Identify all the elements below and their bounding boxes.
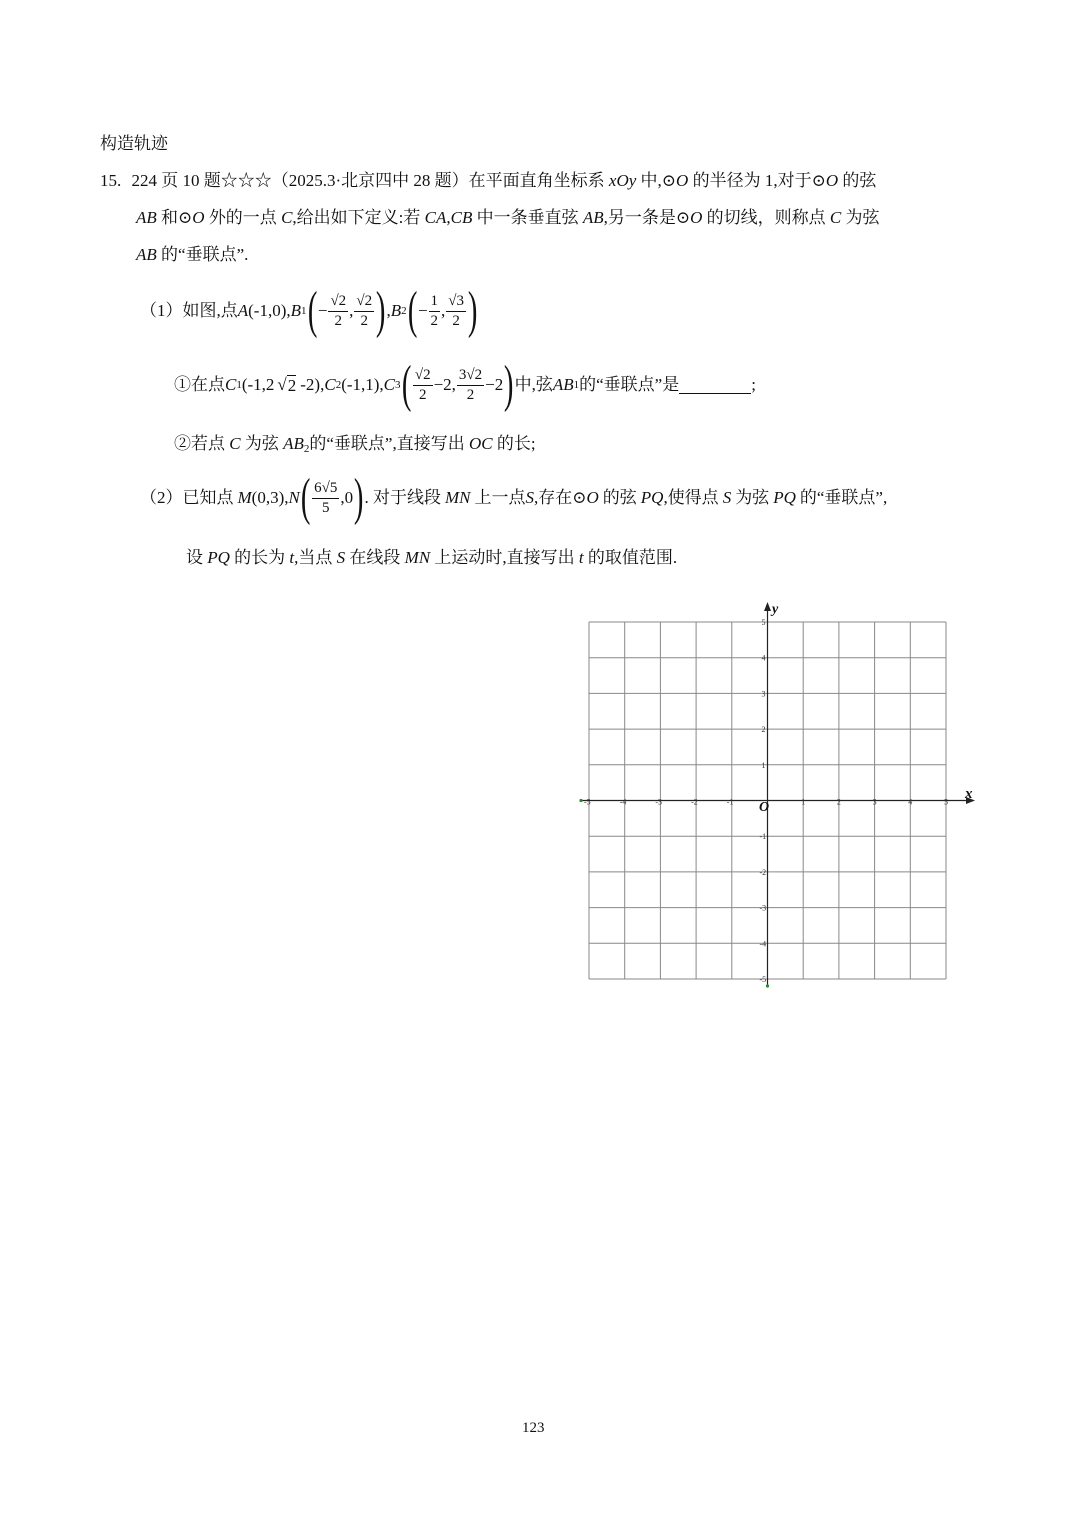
section-title: 构造轨迹 (100, 134, 168, 153)
q1-end: ; (751, 375, 756, 394)
numerator: √2 (413, 367, 433, 386)
denominator: 2 (466, 386, 475, 403)
x-tick-label: -3 (655, 797, 663, 807)
problem-number: 15. (100, 171, 122, 190)
point-c: C (229, 434, 241, 453)
paren-right: ) (504, 356, 514, 413)
intro-d: 的弦 (842, 171, 877, 190)
t: t (289, 548, 295, 567)
ab-2: AB (582, 208, 604, 227)
ca: CA (424, 208, 447, 227)
oc: OC (468, 434, 493, 453)
s: S (336, 548, 346, 567)
axes (580, 605, 970, 987)
x-tick-label: 3 (872, 797, 877, 807)
y-tick-label: 4 (761, 653, 766, 663)
c1-coords: (-1,2 (241, 375, 275, 394)
fraction-sqrt2-over-2 (354, 293, 374, 330)
x-axis-label: x (965, 786, 973, 802)
line2-d: 中一条垂直弦 (476, 208, 579, 227)
denominator: 2 (430, 312, 439, 329)
line2-f: 的取值范围. (587, 548, 678, 567)
y-axis-label: y (772, 602, 779, 617)
paren-left: ( (300, 469, 311, 526)
line2-e: 上运动时,直接写出 (434, 548, 575, 567)
o: O (586, 488, 599, 507)
line2-b: 的长为 (234, 548, 286, 567)
denominator: 2 (452, 312, 460, 329)
coordinate-grid (570, 595, 990, 1005)
problem-source: 224 页 10 题☆☆☆（2025.3·北京四中 28 题） (131, 171, 469, 190)
line2-e: ,另一条是⊙ (603, 208, 691, 227)
y-axis-arrow (764, 602, 771, 611)
comma-1: , (446, 208, 451, 227)
line2-c: ,给出如下定义:若 (292, 208, 421, 227)
y-tick-label: -2 (759, 867, 767, 877)
ab2-sub: 2 (303, 443, 310, 455)
y-tick-label: 5 (761, 618, 766, 627)
x-tick-label: 5 (944, 797, 948, 807)
line2-f: 的切线，则称点 (706, 208, 826, 227)
answer-blank[interactable] (679, 377, 751, 394)
x-tick-label: 4 (908, 797, 913, 807)
part1-question-1: ①在点 C 1 (-1,2 √ 2 -2), C 2 (-1,1), C 3 ( $\frac{√2}{2}$ −2, $\frac{3√2}{2}$ −2 ) 中,弦 AB 1 的“垂联点”是 ; (174, 356, 756, 413)
x-tick-label: -2 (691, 797, 698, 807)
numerator: 1 (429, 293, 441, 312)
x-tick-label: 1 (801, 797, 806, 807)
intro-a: 在平面直角坐标系 (468, 171, 605, 190)
y-tick-label: 2 (761, 725, 766, 735)
y-tick-label: -5 (759, 975, 767, 984)
paren-left: ( (307, 282, 317, 339)
zero: ,0 (340, 488, 354, 507)
ab-1: AB (136, 208, 157, 227)
line2-b: 外的一点 (208, 208, 277, 227)
q1-b: 中,弦 (514, 375, 553, 394)
line3-a: 的“垂联点”. (161, 245, 249, 264)
o-4: O (690, 208, 703, 227)
paren-left: ( (401, 356, 411, 413)
q1-c: 的“垂联点”是 (579, 375, 680, 394)
numerator: √3 (446, 293, 466, 312)
ab-3: AB (136, 245, 157, 264)
denominator: 2 (360, 312, 369, 329)
q2-b: 为弦 (244, 434, 279, 453)
o-1: O (676, 171, 689, 190)
y-tick-label: -3 (759, 903, 767, 913)
denominator: 2 (418, 386, 427, 403)
point-n: N (288, 488, 300, 507)
origin-label: O (759, 800, 770, 815)
y-tick-label: -1 (759, 832, 767, 842)
o-3: O (192, 208, 205, 227)
s: S (722, 488, 732, 507)
mn: MN (404, 548, 431, 567)
q2-a: ②若点 (174, 434, 225, 453)
point-c1: C (225, 375, 237, 394)
text-g: 的“垂联点”, (799, 488, 888, 507)
c2-coords: (-1,1), (341, 375, 384, 394)
xoy: xOy (608, 171, 637, 190)
comma: , (441, 301, 446, 320)
point-a: A (237, 301, 249, 320)
part1-label: （1）如图,点 (140, 301, 238, 320)
part1-given: （1）如图,点 A (-1,0), B 1 ( − $\frac{√2}{2}$ , $\frac{√2}{2}$ ) , B 2 ( − $\frac{1}{2}$ , $\frac{√3}{2}$ ) (140, 282, 478, 339)
problem-line-2 (136, 208, 880, 228)
o-2: O (825, 171, 839, 190)
q2-c: 的“垂联点”,直接写出 (309, 434, 465, 453)
text-a: . 对于线段 (364, 488, 441, 507)
problem-line-1 (100, 171, 876, 191)
paren-right: ) (467, 282, 478, 339)
mn: MN (444, 488, 471, 507)
a-coords: (-1,0), (248, 301, 291, 320)
m-coords: (0,3), (251, 488, 289, 507)
denominator: 2 (334, 312, 343, 329)
x-tick-label: 2 (836, 797, 841, 807)
text-b: 上一点 (474, 488, 526, 507)
pq: PQ (207, 548, 230, 567)
axis-end-dot (579, 799, 582, 802)
point-b1: B (290, 301, 302, 320)
fraction-6sqrt5-over-5 (312, 480, 339, 517)
fraction-1-over-2 (429, 293, 441, 330)
ab: AB (283, 434, 304, 453)
minus2: −2 (485, 375, 504, 394)
comma: , (386, 301, 391, 320)
c-1: C (281, 208, 293, 227)
part2-line-1 (140, 470, 887, 526)
point-c3: C (383, 375, 396, 394)
numerator: √2 (354, 293, 374, 312)
line2-c: ,当点 (294, 548, 333, 567)
pq: PQ (773, 488, 796, 507)
part1-question-2 (174, 434, 536, 454)
paren-left: ( (407, 282, 418, 339)
point-c2: C (324, 375, 336, 394)
point-m: M (237, 488, 252, 507)
x-tick-label: -4 (619, 797, 627, 807)
numerator: 3√2 (457, 367, 484, 386)
intro-c: 的半径为 1,对于⊙ (692, 171, 826, 190)
sqrt-symbol: √ (277, 375, 287, 394)
y-tick-label: 1 (761, 760, 766, 770)
paren-right: ) (376, 282, 386, 339)
q2-d: 的长; (496, 434, 536, 453)
fraction-3sqrt2-over-2 (457, 367, 484, 404)
fraction-sqrt2-over-2 (413, 367, 433, 404)
page-number: 123 (522, 1420, 545, 1436)
text-f: 为弦 (735, 488, 770, 507)
part2-line-2 (186, 548, 677, 568)
line2-d: 在线段 (349, 548, 401, 567)
paren-right: ) (354, 469, 364, 526)
minus2-comma: −2, (433, 375, 456, 394)
sqrt-arg: 2 (287, 375, 297, 395)
point-b2: B (390, 301, 402, 320)
q1-a: ①在点 (174, 375, 225, 394)
y-tick-label: 3 (761, 689, 766, 699)
fraction-sqrt3-over-2 (446, 293, 466, 330)
c1-end: -2), (300, 375, 325, 394)
line2-a: 和⊙ (161, 208, 193, 227)
denominator: 5 (322, 499, 330, 516)
line2-a: 设 (186, 548, 203, 567)
s: S (525, 488, 534, 507)
ab: AB (552, 375, 574, 394)
comma: , (349, 301, 354, 320)
text-c: ,存在⊙ (533, 488, 587, 507)
numerator: √2 (328, 293, 348, 312)
line2-g: 为弦 (845, 208, 880, 227)
axis-end-dot (766, 984, 769, 987)
fraction-sqrt2-over-2 (328, 293, 348, 330)
y-tick-label: -4 (759, 939, 767, 949)
text-d: 的弦 (602, 488, 637, 507)
x-tick-label: -1 (726, 797, 734, 807)
numerator: 6√5 (312, 480, 339, 499)
cb: CB (450, 208, 473, 227)
c-2: C (829, 208, 842, 227)
text-e: ,使得点 (663, 488, 719, 507)
problem-line-3 (136, 245, 248, 265)
intro-b: 中,⊙ (640, 171, 677, 190)
minus: − (417, 301, 428, 320)
minus: − (317, 301, 328, 320)
x-tick-label: -5 (584, 797, 591, 807)
pq: PQ (640, 488, 664, 507)
part2-label: （2）已知点 (140, 488, 234, 507)
t: t (578, 548, 584, 567)
